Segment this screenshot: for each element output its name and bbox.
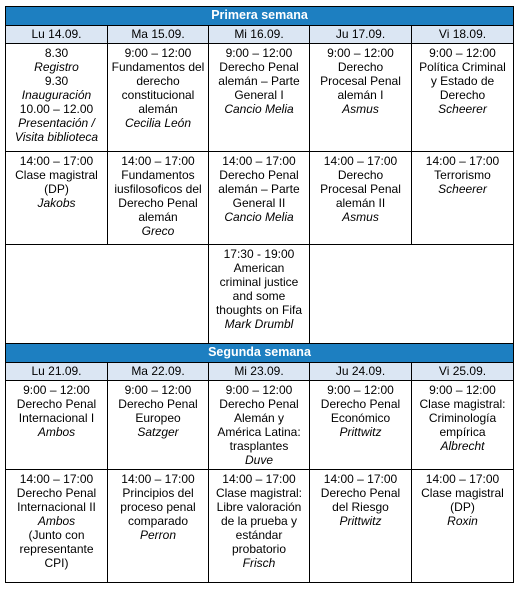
session-text: Derecho Procesal Penal alemán I — [320, 60, 401, 102]
day-header: Ma 15.09. — [108, 26, 209, 44]
session-text: 14:00 – 17:00 — [19, 472, 94, 486]
session-cell — [108, 381, 209, 470]
day-header: Ju 17.09. — [310, 26, 412, 44]
session-text: 9.30 — [44, 74, 69, 88]
lecturer-name: Greco — [141, 224, 175, 238]
session-text: Clase magistral: Libre valoración de la prueba y estándar probatorio — [215, 486, 303, 556]
lecturer-name: Asmus — [342, 102, 379, 116]
session-text: 14:00 – 17:00 — [121, 154, 195, 168]
session-text: (Junto con representante CPI) — [19, 528, 94, 570]
session-text: 14:00 – 17:00 — [425, 154, 500, 168]
session-cell — [412, 381, 514, 470]
session-text: Clase magistral (DP) — [15, 168, 98, 196]
lecturer-name: Scheerer — [438, 182, 487, 196]
schedule-table — [5, 6, 514, 583]
empty-cell — [6, 245, 209, 344]
lecturer-name: Registro — [34, 60, 79, 74]
session-text: Derecho Penal alemán – Parte General II — [218, 168, 300, 210]
session-cell — [412, 44, 514, 152]
day-header: Ma 22.09. — [108, 363, 209, 381]
session-text: 14:00 – 17:00 — [121, 472, 195, 486]
session-cell — [310, 44, 412, 152]
session-cell — [6, 381, 108, 470]
session-cell — [209, 152, 310, 245]
lecturer-name: Cancio Melia — [224, 210, 294, 224]
session-text: Derecho Penal Económico — [320, 397, 401, 425]
session-cell — [209, 381, 310, 470]
session-text: 17:30 - 19:00 — [223, 247, 295, 261]
week1-morning-row — [6, 44, 514, 152]
session-text: 9:00 – 12:00 — [225, 383, 293, 397]
session-cell — [6, 470, 108, 583]
session-text: Fundamentos iusfilosoficos del Derecho Penal alemán — [114, 168, 202, 224]
session-text: 8.30 — [44, 46, 69, 60]
session-cell — [310, 381, 412, 470]
day-header: Mi 23.09. — [209, 363, 310, 381]
week2-title: Segunda semana — [6, 344, 514, 363]
session-text: 14:00 – 17:00 — [323, 472, 398, 486]
week1-afternoon-row — [6, 152, 514, 245]
lecturer-name: Cancio Melia — [224, 102, 294, 116]
session-text: Derecho Penal Internacional II — [16, 486, 97, 514]
session-text: Derecho Procesal Penal alemán II — [320, 168, 401, 210]
lecturer-name: Prittwitz — [339, 425, 382, 439]
lecturer-name: Ambos — [37, 514, 76, 528]
lecturer-name: Jakobs — [37, 196, 76, 210]
week1-title: Primera semana — [6, 7, 514, 26]
session-text: 9:00 – 12:00 — [327, 46, 394, 60]
session-cell — [310, 470, 412, 583]
session-text: 9:00 – 12:00 — [124, 46, 192, 60]
day-header: Ju 24.09. — [310, 363, 412, 381]
week1-header-row — [6, 7, 514, 26]
lecturer-name: Mark Drumbl — [224, 317, 294, 331]
week2-morning-row — [6, 381, 514, 470]
session-cell — [6, 44, 108, 152]
lecturer-name: Satzger — [137, 425, 179, 439]
session-text: Principios del proceso penal comparado — [120, 486, 196, 528]
session-cell — [108, 152, 209, 245]
lecturer-name: Scheerer — [438, 102, 487, 116]
lecturer-name: Roxin — [447, 514, 478, 528]
lecturer-name: Cecilia León — [124, 116, 192, 130]
session-text: 14:00 – 17:00 — [222, 154, 296, 168]
week2-header-row — [6, 344, 514, 363]
session-text: 14:00 – 17:00 — [323, 154, 398, 168]
lecturer-name: Frisch — [242, 556, 276, 570]
session-cell — [310, 152, 412, 245]
session-text: Clase magistral (DP) — [421, 486, 504, 514]
lecturer-name: Presentación / Visita biblioteca — [14, 116, 99, 144]
session-text: 9:00 – 12:00 — [429, 383, 496, 397]
lecturer-name: Duve — [244, 453, 273, 467]
session-cell — [6, 152, 108, 245]
lecturer-name: Perron — [139, 528, 177, 542]
lecturer-name: Albrecht — [440, 439, 485, 453]
week1-days-row — [6, 26, 514, 44]
lecturer-name: Prittwitz — [339, 514, 382, 528]
week1-evening-row — [6, 245, 514, 344]
day-header: Lu 14.09. — [6, 26, 108, 44]
session-text: American criminal justice and some thoughts on Fifa — [215, 261, 303, 317]
week2-afternoon-row — [6, 470, 514, 583]
session-text: 9:00 – 12:00 — [23, 383, 90, 397]
session-text: Derecho Penal del Riesgo — [320, 486, 401, 514]
empty-cell — [310, 245, 514, 344]
session-cell — [108, 44, 209, 152]
day-header: Vi 18.09. — [412, 26, 514, 44]
lecturer-name: Asmus — [342, 210, 379, 224]
session-text: Política Criminal y Estado de Derecho — [419, 60, 506, 102]
session-text: Derecho Penal Internacional I — [16, 397, 97, 425]
lecturer-name: Inauguración — [21, 88, 92, 102]
session-text: 9:00 – 12:00 — [225, 46, 293, 60]
session-cell — [209, 44, 310, 152]
session-text: Derecho Penal Europeo — [118, 397, 198, 425]
session-cell — [209, 245, 310, 344]
session-text: 9:00 – 12:00 — [327, 383, 394, 397]
lecturer-name: Ambos — [37, 425, 76, 439]
session-cell — [209, 470, 310, 583]
session-text: Fundamentos del derecho constitucional alemán — [111, 60, 205, 116]
session-text: 9:00 – 12:00 — [124, 383, 192, 397]
session-text: Clase magistral: Criminología empírica — [419, 397, 506, 439]
day-header: Vi 25.09. — [412, 363, 514, 381]
day-header: Mi 16.09. — [209, 26, 310, 44]
session-cell — [412, 470, 514, 583]
session-text: Derecho Penal Alemán y América Latina: trasplantes — [217, 397, 301, 453]
session-text: 14:00 – 17:00 — [19, 154, 94, 168]
session-cell — [108, 470, 209, 583]
session-text: 14:00 – 17:00 — [222, 472, 296, 486]
session-text: Derecho Penal alemán – Parte General I — [218, 60, 300, 102]
session-text: Terrorismo — [434, 168, 491, 182]
week2-days-row — [6, 363, 514, 381]
session-text: 9:00 – 12:00 — [429, 46, 496, 60]
session-text: 10.00 – 12.00 — [19, 102, 94, 116]
session-cell — [412, 152, 514, 245]
session-text: 14:00 – 17:00 — [425, 472, 500, 486]
day-header: Lu 21.09. — [6, 363, 108, 381]
